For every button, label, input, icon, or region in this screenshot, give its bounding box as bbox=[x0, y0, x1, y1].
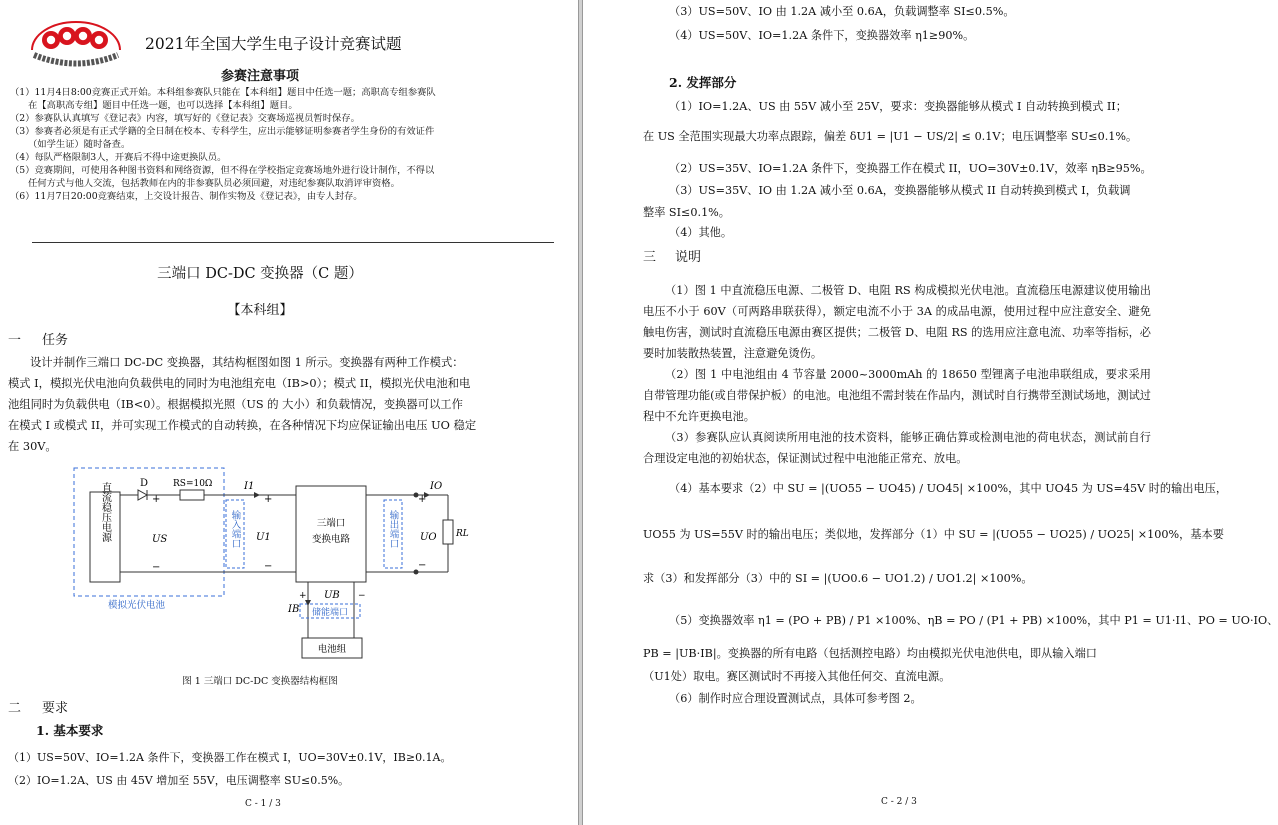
problem-title: 三端口 DC-DC 变换器（C 题） bbox=[157, 266, 363, 282]
notice-line: （2）参赛队认真填写《登记表》内容，填写好的《登记表》交赛场巡视员暂时保存。 bbox=[10, 113, 360, 124]
figure-caption: 图 1 三端口 DC-DC 变换器结构框图 bbox=[182, 676, 338, 687]
minus-sign: − bbox=[264, 561, 273, 572]
requirement-item: （2）IO=1.2A、US 由 45V 增加至 55V，电压调整率 SU≤0.5%。 bbox=[8, 774, 350, 787]
advanced-item: （3）US=35V、IO 由 1.2A 减小至 0.6A，变换器能够从模式 II 自动转换到模式 I，负载调 bbox=[669, 184, 1131, 197]
task-line: 池组同时为负载供电（IB<0）。根据模拟光照（US 的 大小）和负载情况，变换器可以工作 bbox=[8, 398, 463, 411]
notice-line: （3）参赛者必须是有正式学籍的全日制在校本、专科学生，应出示能够证明参赛者学生身份的有效证件 bbox=[10, 126, 435, 137]
page-number: C - 2 / 3 bbox=[881, 797, 917, 807]
output-port-label: 输出端口 bbox=[387, 510, 399, 548]
section-number: 一 bbox=[8, 333, 22, 348]
notice-line: （如学生证）随时备查。 bbox=[28, 139, 131, 150]
i1-label: I1 bbox=[244, 481, 255, 492]
input-port-label: 输入端口 bbox=[229, 510, 241, 548]
diode-label: D bbox=[140, 478, 149, 489]
advanced-item: （2）US=35V、IO=1.2A 条件下，变换器工作在模式 II，UO=30V±0.1V，效率 ηB≥95%。 bbox=[669, 162, 1152, 175]
us-label: US bbox=[152, 534, 168, 545]
minus-sign: − bbox=[358, 591, 366, 601]
task-line: 在模式 I 或模式 II，并可实现工作模式的自动转换，在各种情况下均应保证输出电压 UO 稳定 bbox=[8, 419, 477, 432]
note-3: （3）参赛队应认真阅读所用电池的技术资料，能够正确估算或检测电池的荷电状态，测试前自行合理设定电池的初始状态，保证测试过程中电池能正常充、放电。 bbox=[643, 431, 1151, 465]
notice-list bbox=[10, 86, 436, 203]
rs-resistor bbox=[180, 490, 204, 500]
plus-sign: + bbox=[152, 494, 161, 505]
rl-label: RL bbox=[456, 529, 469, 539]
contest-logo bbox=[26, 10, 126, 72]
advanced-item: （1）IO=1.2A、US 由 55V 减小至 25V，要求：变换器能够从模式 I 自动转换到模式 II； bbox=[669, 100, 1127, 113]
requirement-item: （1）US=50V、IO=1.2A 条件下，变换器工作在模式 I，UO=30V±0.1V，IB≥0.1A。 bbox=[8, 751, 452, 764]
section-title-notes: 说明 bbox=[675, 250, 702, 265]
notice-line: 在【高职高专组】题目中任选一题，也可以选择【本科组】题目。 bbox=[28, 100, 298, 111]
requirement-item: （3）US=50V、IO 由 1.2A 减小至 0.6A，负载调整率 SI≤0.5%。 bbox=[669, 5, 1015, 18]
task-line: 在 30V。 bbox=[8, 440, 57, 453]
notice-line: 任何方式与他人交流，包括教师在内的非参赛队员必须回避，对违纪参赛队取消评审资格。 bbox=[28, 178, 400, 189]
section-title-requirements: 要求 bbox=[42, 701, 69, 716]
note-4-line: 求（3）和发挥部分（3）中的 SI = |(UO0.6 − UO1.2) / UO1.2| ×100%。 bbox=[643, 572, 1033, 585]
advanced-item: 整率 SI≤0.1%。 bbox=[643, 206, 730, 219]
note-6: （6）制作时应合理设置测试点，具体可参考图 2。 bbox=[669, 692, 922, 705]
page-1 bbox=[0, 0, 578, 825]
note-5-line: （5）变换器效率 η1 = (PO + PB) / P1 ×100%、ηB = PO / (P1 + PB) ×100%，其中 P1 = U1·I1、PO = UO·IO、 bbox=[669, 614, 1278, 627]
advanced-item: （4）其他。 bbox=[669, 226, 733, 239]
note-2: （2）图 1 中电池组由 4 节容量 2000~3000mAh 的 18650 型锂离子电池串联组成，要求采用自带管理功能(或自带保护板）的电池。电池组不需封装在作品内，测试时自行携带至测试场地，测试过程中不允许更换电池。 bbox=[643, 368, 1151, 423]
plus-sign: + bbox=[264, 494, 273, 505]
page-2 bbox=[583, 0, 1278, 825]
competition-title: 2021年全国大学生电子设计竞赛试题 bbox=[145, 35, 402, 53]
notice-line: （6）11月7日20:00竞赛结束，上交设计报告、制作实物及《登记表》，由专人封存。 bbox=[10, 191, 363, 202]
note-1: （1）图 1 中直流稳压电源、二极管 D、电阻 RS 构成模拟光伏电池。直流稳压电源建议使用输出电压不小于 60V（可两路串联获得），额定电流不小于 3A 的成品电源，使用过程中应注意安全、避免触电伤害，测试时直流稳压电源由赛区提供；二极管 D、电阻 RS 的选用应注意电流、功率等指标，必要时加装散热装置，注意避免烫伤。 bbox=[643, 284, 1151, 360]
rs-label: RS=10Ω bbox=[173, 479, 213, 489]
note-4-line: （4）基本要求（2）中 SU = |(UO55 − UO45) / UO45| ×100%，其中 UO45 为 US=45V 时的输出电压， bbox=[669, 482, 1228, 495]
task-line: 设计并制作三端口 DC-DC 变换器，其结构框图如图 1 所示。变换器有两种工作模式： bbox=[30, 356, 464, 369]
note-5-line: PB = |UB·IB|。变换器的所有电路（包括测控电路）均由模拟光伏电池供电，即从输入端口 bbox=[643, 647, 1097, 660]
notice-line: （1）11月4日8:00竞赛正式开始。本科组参赛队只能在【本科组】题目中任选一题；高职高专组参赛队 bbox=[10, 87, 436, 98]
minus-sign: − bbox=[152, 562, 161, 573]
ib-label: IB bbox=[288, 604, 300, 615]
converter-label-b: 变换电路 bbox=[311, 534, 351, 545]
section-title-task: 任务 bbox=[42, 333, 69, 348]
note-5-line: （U1处）取电。赛区测试时不再接入其他任何交、直流电源。 bbox=[643, 670, 951, 683]
section-number: 二 bbox=[8, 701, 22, 716]
advanced-item: 在 US 全范围实现最大功率点跟踪，偏差 δU1 = |U1 − US/2| ≤ 0.1V；电压调整率 SU≤0.1%。 bbox=[643, 130, 1138, 143]
notice-title: 参赛注意事项 bbox=[220, 69, 299, 84]
ub-label: UB bbox=[324, 590, 340, 601]
io-label: IO bbox=[430, 481, 443, 492]
rl-resistor bbox=[443, 520, 453, 544]
task-text bbox=[8, 352, 516, 457]
page-number: C - 1 / 3 bbox=[245, 799, 281, 809]
dc-source-label: 直流稳压电源 bbox=[99, 482, 111, 542]
u1-label: U1 bbox=[256, 532, 271, 543]
section-divider bbox=[32, 242, 554, 243]
pv-label: 模拟光伏电池 bbox=[108, 600, 166, 611]
figure-1-diagram bbox=[68, 462, 468, 667]
notice-line: （5）竞赛期间，可使用各种图书资料和网络资源，但不得在学校指定竞赛场地外进行设计制作，不得以 bbox=[10, 165, 435, 176]
notes-block bbox=[643, 280, 1151, 469]
notice-line: （4）每队严格限制3人，开赛后不得中途更换队员。 bbox=[10, 152, 227, 163]
battery-label: 电池组 bbox=[317, 644, 347, 655]
group-label: 【本科组】 bbox=[227, 303, 293, 318]
plus-sign: + bbox=[418, 494, 427, 505]
minus-sign: − bbox=[418, 560, 427, 571]
uo-label: UO bbox=[420, 532, 437, 543]
storage-port-label: 储能端口 bbox=[312, 608, 349, 618]
converter-label-a: 三端口 bbox=[316, 518, 346, 529]
advanced-title: 2. 发挥部分 bbox=[669, 75, 737, 90]
section-number: 三 bbox=[643, 250, 657, 265]
plus-sign: + bbox=[299, 591, 307, 601]
basic-requirements-title: 1. 基本要求 bbox=[36, 723, 104, 738]
requirement-item: （4）US=50V、IO=1.2A 条件下，变换器效率 η1≥90%。 bbox=[669, 29, 975, 42]
task-line: 模式 I，模拟光伏电池向负载供电的同时为电池组充电（IB>0）；模式 II，模拟光伏电池和电 bbox=[8, 377, 471, 390]
note-4-line: UO55 为 US=55V 时的输出电压；类似地，发挥部分（1）中 SU = |(UO55 − UO25) / UO25| ×100%，基本要 bbox=[643, 528, 1224, 541]
